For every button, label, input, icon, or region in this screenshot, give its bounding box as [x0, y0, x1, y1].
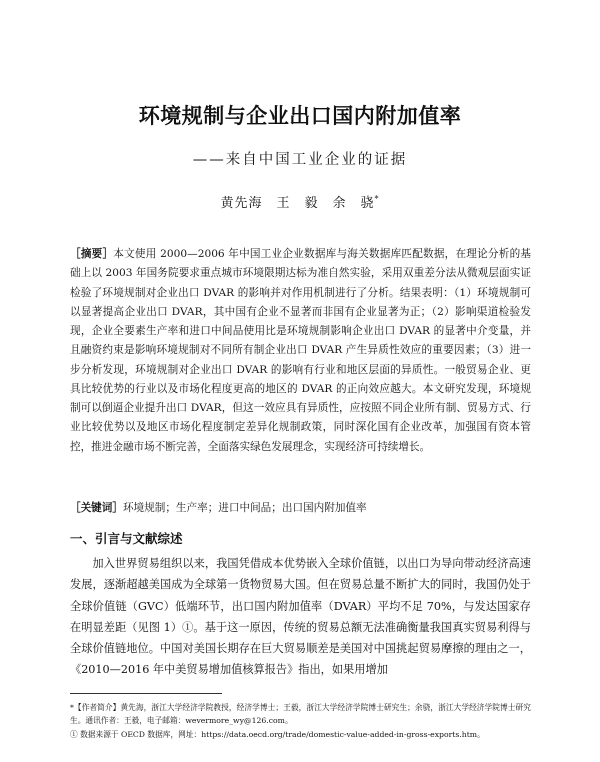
keywords-text: 环境规制；生产率；进口中间品；出口国内附加值率	[122, 502, 367, 514]
abstract-label: ［摘要］	[70, 248, 114, 260]
footnotes	[70, 702, 531, 742]
paper-title: 环境规制与企业出口国内附加值率	[138, 104, 462, 128]
footnote-divider	[70, 693, 222, 694]
author-name: 余 骁	[332, 196, 375, 211]
keywords-label: ［关键词］	[70, 502, 123, 514]
abstract-text: 本文使用 2000—2006 年中国工业企业数据库与海关数据库匹配数据，在理论分析的基础上以 2003 年国务院要求重点城市环境限期达标为准自然实验，采用双重差分法从微观层面实证检验了环境规制对企业出口 DVAR 的影响并对作用机制进行了分析。结果表明：（1）环境规制可以显著提高企业出口 DVAR，其中国有企业不显著而非国有企业显著为正；（2）影响渠道检验发现，企业全要素生产率和进口中间品使用比是环境规制影响企业出口 DVAR 的显著中介变量，并且融资约束是影响环境规制对不同所有制企业出口 DVAR 产生异质性效应的重要因素；（3）进一步分析发现，环境规制对企业出口 DVAR 的影响有行业和地区层面的异质性。一般贸易企业、更具比较优势的行业以及市场化程度更高的地区的 DVAR 的正向效应越大。本文研究发现，环境规制可以倒逼企业提升出口 DVAR，但这一效应具有异质性，应按照不同企业所有制、贸易方式、行业比较优势以及地区市场化程度制定差异化规制政策，同时深化国有企业改革，加强国有资本管控，推进金融市场不断完善，全面落实绿色发展理念，实现经济可持续增长。	[70, 248, 531, 453]
body-paragraph: 加入世界贸易组织以来，我国凭借成本优势嵌入全球价值链，以出口为导向带动经济高速发展，逐渐超越美国成为全球第一货物贸易大国。但在贸易总量不断扩大的同时，我国仍处于全球价值链（GVC）低端环节，出口国内附加值率（DVAR）平均不足 70%，与发达国家存在明显差距（见图 1）①。基于这一原因，传统的贸易总额无法准确衡量我国真实贸易利得与全球价值链地位。中国对美国长期存在巨大贸易顺差是美国对中国挑起贸易摩擦的理由之一，《2010—2016 年中美贸易增加值核算报告》指出，如果用增加	[70, 557, 531, 677]
author-name: 王 毅	[276, 196, 319, 211]
section-heading: 一、引言与文献综述	[70, 531, 183, 546]
footnote-data-source: ① 数据来源于 OECD 数据库，网址：https://data.oecd.org/trade/domestic-value-added-in-gross-exports.htm。	[70, 730, 485, 739]
author-name: 黄先海	[220, 196, 263, 211]
footnote-author-info: *【作者简介】黄先海，浙江大学经济学院教授，经济学博士；王毅，浙江大学经济学院博士研究生；余骁，浙江大学经济学院博士研究生。通讯作者：王毅，电子邮箱：wevermore_wy@126.com。	[70, 703, 531, 725]
keywords	[70, 499, 531, 517]
paper-subtitle: ——来自中国工业企业的证据	[192, 152, 408, 168]
author-line	[0, 192, 600, 211]
abstract	[70, 245, 531, 457]
author-footnote-marker: *	[374, 194, 380, 204]
